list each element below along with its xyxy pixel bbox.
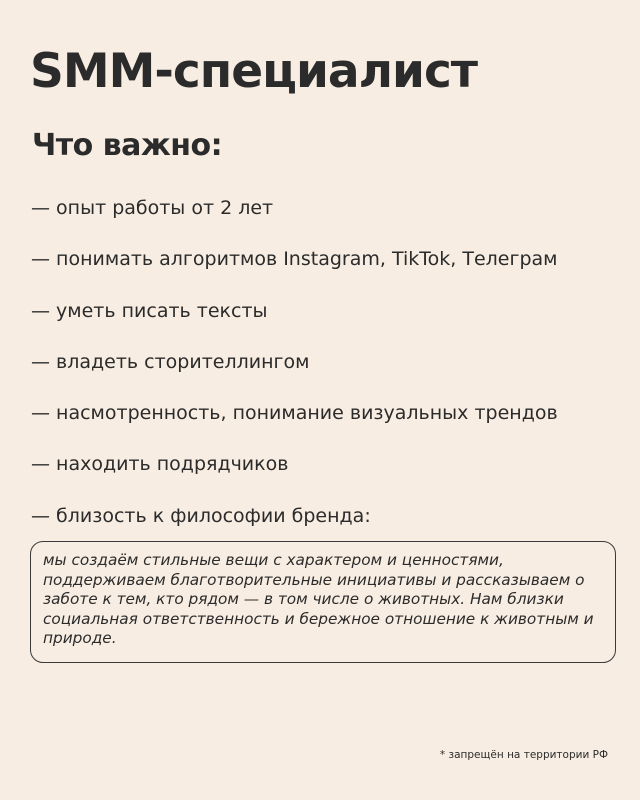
requirement-item-storytelling: — владеть сторителлингом	[31, 350, 310, 373]
requirement-item-contractors: — находить подрядчиков	[31, 453, 289, 476]
requirement-item-writing: — уметь писать тексты	[31, 299, 268, 322]
requirement-item-brand-philosophy: — близость к философии бренда:	[31, 504, 371, 527]
note-text: мы создаём стильные вещи с характером и ценностями, поддерживаем благотворительные инициативы и рассказываем о заботе к тем, кто рядом — в том числе о животных. Нам близки социальная ответственность и бережное отношение к животным и природе.	[43, 551, 594, 647]
requirements-list	[31, 196, 558, 555]
section-heading: Что важно:	[32, 128, 223, 163]
requirement-item-algorithms: — понимать алгоритмов Instagram, TikTok, Телеграм	[31, 248, 558, 271]
requirement-item-visual-trends: — насмотренность, понимание визуальных трендов	[31, 402, 558, 425]
footnote: * запрещён на территории РФ	[439, 749, 608, 761]
page-title: SMM-специалист	[30, 44, 478, 99]
brand-philosophy-note	[30, 541, 616, 663]
requirement-item-experience: — опыт работы от 2 лет	[31, 197, 274, 219]
